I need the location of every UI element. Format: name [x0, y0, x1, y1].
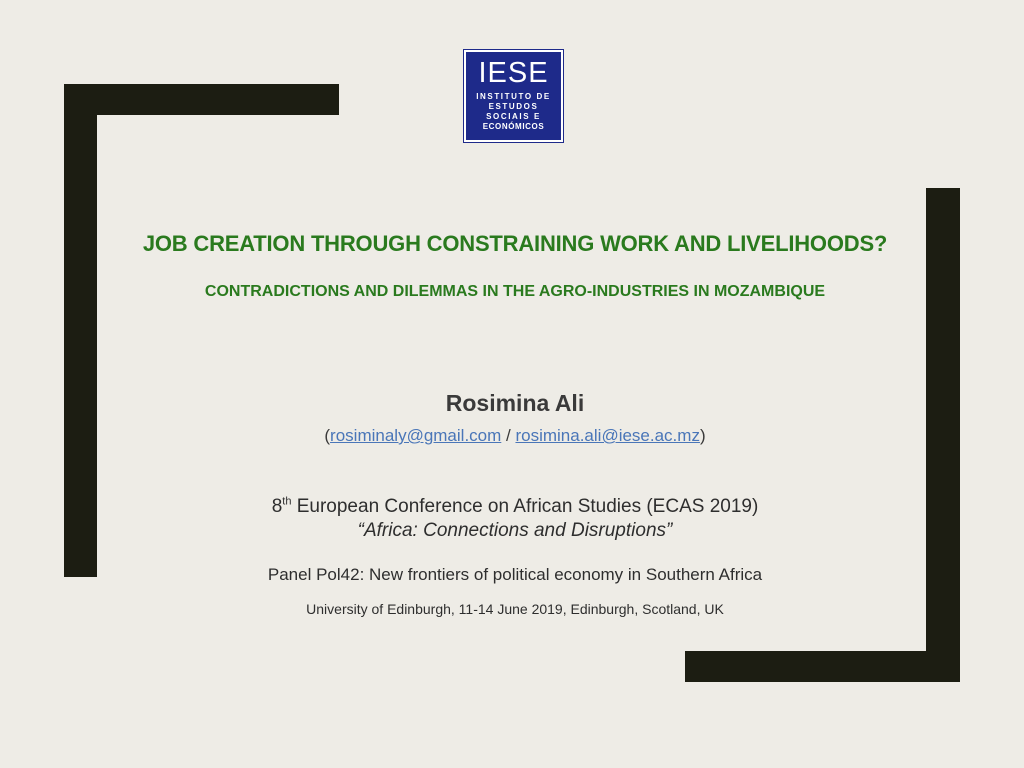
frame-bar-bottom-right-vertical — [926, 188, 960, 682]
email-link-gmail[interactable]: rosiminaly@gmail.com — [330, 426, 502, 445]
logo-line-2: ESTUDOS — [488, 102, 539, 111]
logo-line-1: INSTITUTO DE — [476, 92, 551, 101]
author-emails — [100, 426, 930, 446]
slide-title: JOB CREATION THROUGH CONSTRAINING WORK AND LIVELIHOODS? — [142, 231, 888, 256]
slide-subtitle: CONTRADICTIONS AND DILEMMAS IN THE AGRO-INDUSTRIES IN MOZAMBIQUE — [204, 283, 826, 300]
conference-panel: Panel Pol42: New frontiers of political economy in Southern Africa — [267, 565, 763, 584]
conference-theme: “Africa: Connections and Disruptions” — [357, 520, 673, 541]
conference-number: 8 — [271, 496, 283, 517]
email-link-iese[interactable]: rosimina.ali@iese.ac.mz — [515, 426, 700, 445]
author-name: Rosimina Ali — [445, 390, 585, 416]
emails-open-paren: ( — [324, 426, 331, 445]
conference-title: European Conference on African Studies (ECAS 2019) — [291, 496, 759, 517]
conference-ordinal: th — [282, 495, 292, 508]
logo-title: IESE — [478, 57, 549, 89]
conference-name — [100, 496, 930, 518]
emails-close-paren: ) — [699, 426, 706, 445]
iese-logo — [464, 50, 563, 142]
frame-bar-top-left-horizontal — [64, 84, 339, 115]
frame-bar-bottom-right-horizontal — [685, 651, 960, 682]
emails-separator: / — [501, 426, 516, 445]
logo-line-4: ECONÓMICOS — [482, 122, 545, 131]
logo-line-3: SOCIAIS E — [486, 112, 541, 121]
conference-venue: University of Edinburgh, 11-14 June 2019, Edinburgh, Scotland, UK — [306, 601, 724, 617]
frame-bar-top-left-vertical — [64, 84, 97, 577]
